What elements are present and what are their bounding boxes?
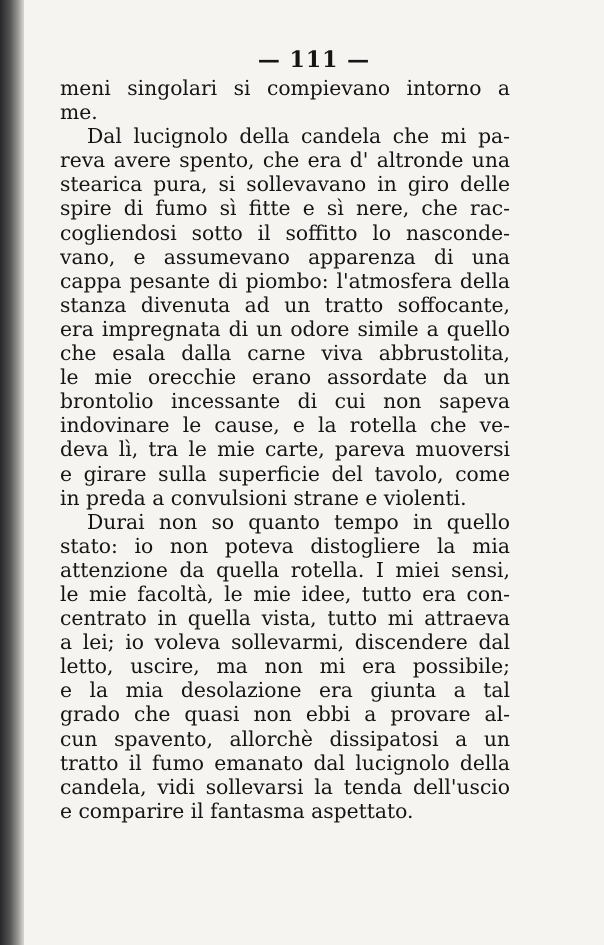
text-line: candela, vidi sollevarsi la tenda dell'uscio	[60, 774, 510, 799]
text-line: e comparire il fantasma aspettato.	[60, 798, 414, 823]
text-line: cun spavento, allorchè dissipatosi a un	[60, 726, 510, 751]
page-number: — 111 —	[257, 47, 371, 73]
text-line: stato: io non poteva distogliere la mia	[60, 533, 510, 558]
text-line: stanza divenuta ad un tratto soffocante,	[60, 292, 510, 317]
text-line: meni singolari si compievano intorno a	[60, 76, 510, 100]
text-line: le mie orecchie erano assordate da un	[60, 365, 510, 390]
text-line: Dal lucignolo della candela che mi pa-	[87, 124, 510, 149]
book-page	[24, 0, 604, 945]
text-line: a lei; io voleva sollevarmi, discendere dal	[60, 630, 510, 655]
text-line: cappa pesante di piombo: l'atmosfera della	[60, 268, 510, 293]
text-line: reva avere spento, che era d' altronde una	[60, 148, 510, 173]
text-line: letto, uscire, ma non mi era possibile;	[60, 654, 510, 679]
book-spine-shadow	[0, 0, 24, 945]
text-line: era impregnata di un odore simile a quello	[60, 316, 510, 341]
text-line: che esala dalla carne viva abbrustolita,	[60, 341, 510, 366]
text-line: me.	[60, 100, 98, 125]
text-line: brontolio incessante di cui non sapeva	[60, 389, 510, 414]
text-line: Durai non so quanto tempo in quello	[87, 509, 510, 534]
text-line: deva lì, tra le mie carte, pareva muoversi	[60, 437, 510, 462]
text-line: e la mia desolazione era giunta a tal	[60, 678, 510, 703]
text-line: tratto il fumo emanato dal lucignolo della	[60, 750, 510, 775]
text-line: spire di fumo sì fitte e sì nere, che rac-	[60, 196, 510, 221]
text-line: in preda a convulsioni strane e violenti.	[60, 485, 467, 510]
page-text	[60, 76, 510, 823]
text-line: cogliendosi sotto il soffitto lo nasconde-	[60, 220, 510, 245]
text-line: grado che quasi non ebbi a provare al-	[60, 702, 510, 727]
text-line: le mie facoltà, le mie idee, tutto era con-	[60, 581, 510, 606]
text-line: e girare sulla superficie del tavolo, come	[60, 461, 510, 486]
text-line: vano, e assumevano apparenza di una	[60, 244, 510, 269]
text-line: indovinare le cause, e la rotella che ve-	[60, 413, 510, 438]
text-line: centrato in quella vista, tutto mi attraeva	[60, 606, 510, 631]
text-line: attenzione da quella rotella. I miei sensi,	[60, 557, 510, 582]
text-line: stearica pura, si sollevavano in giro delle	[60, 172, 510, 197]
